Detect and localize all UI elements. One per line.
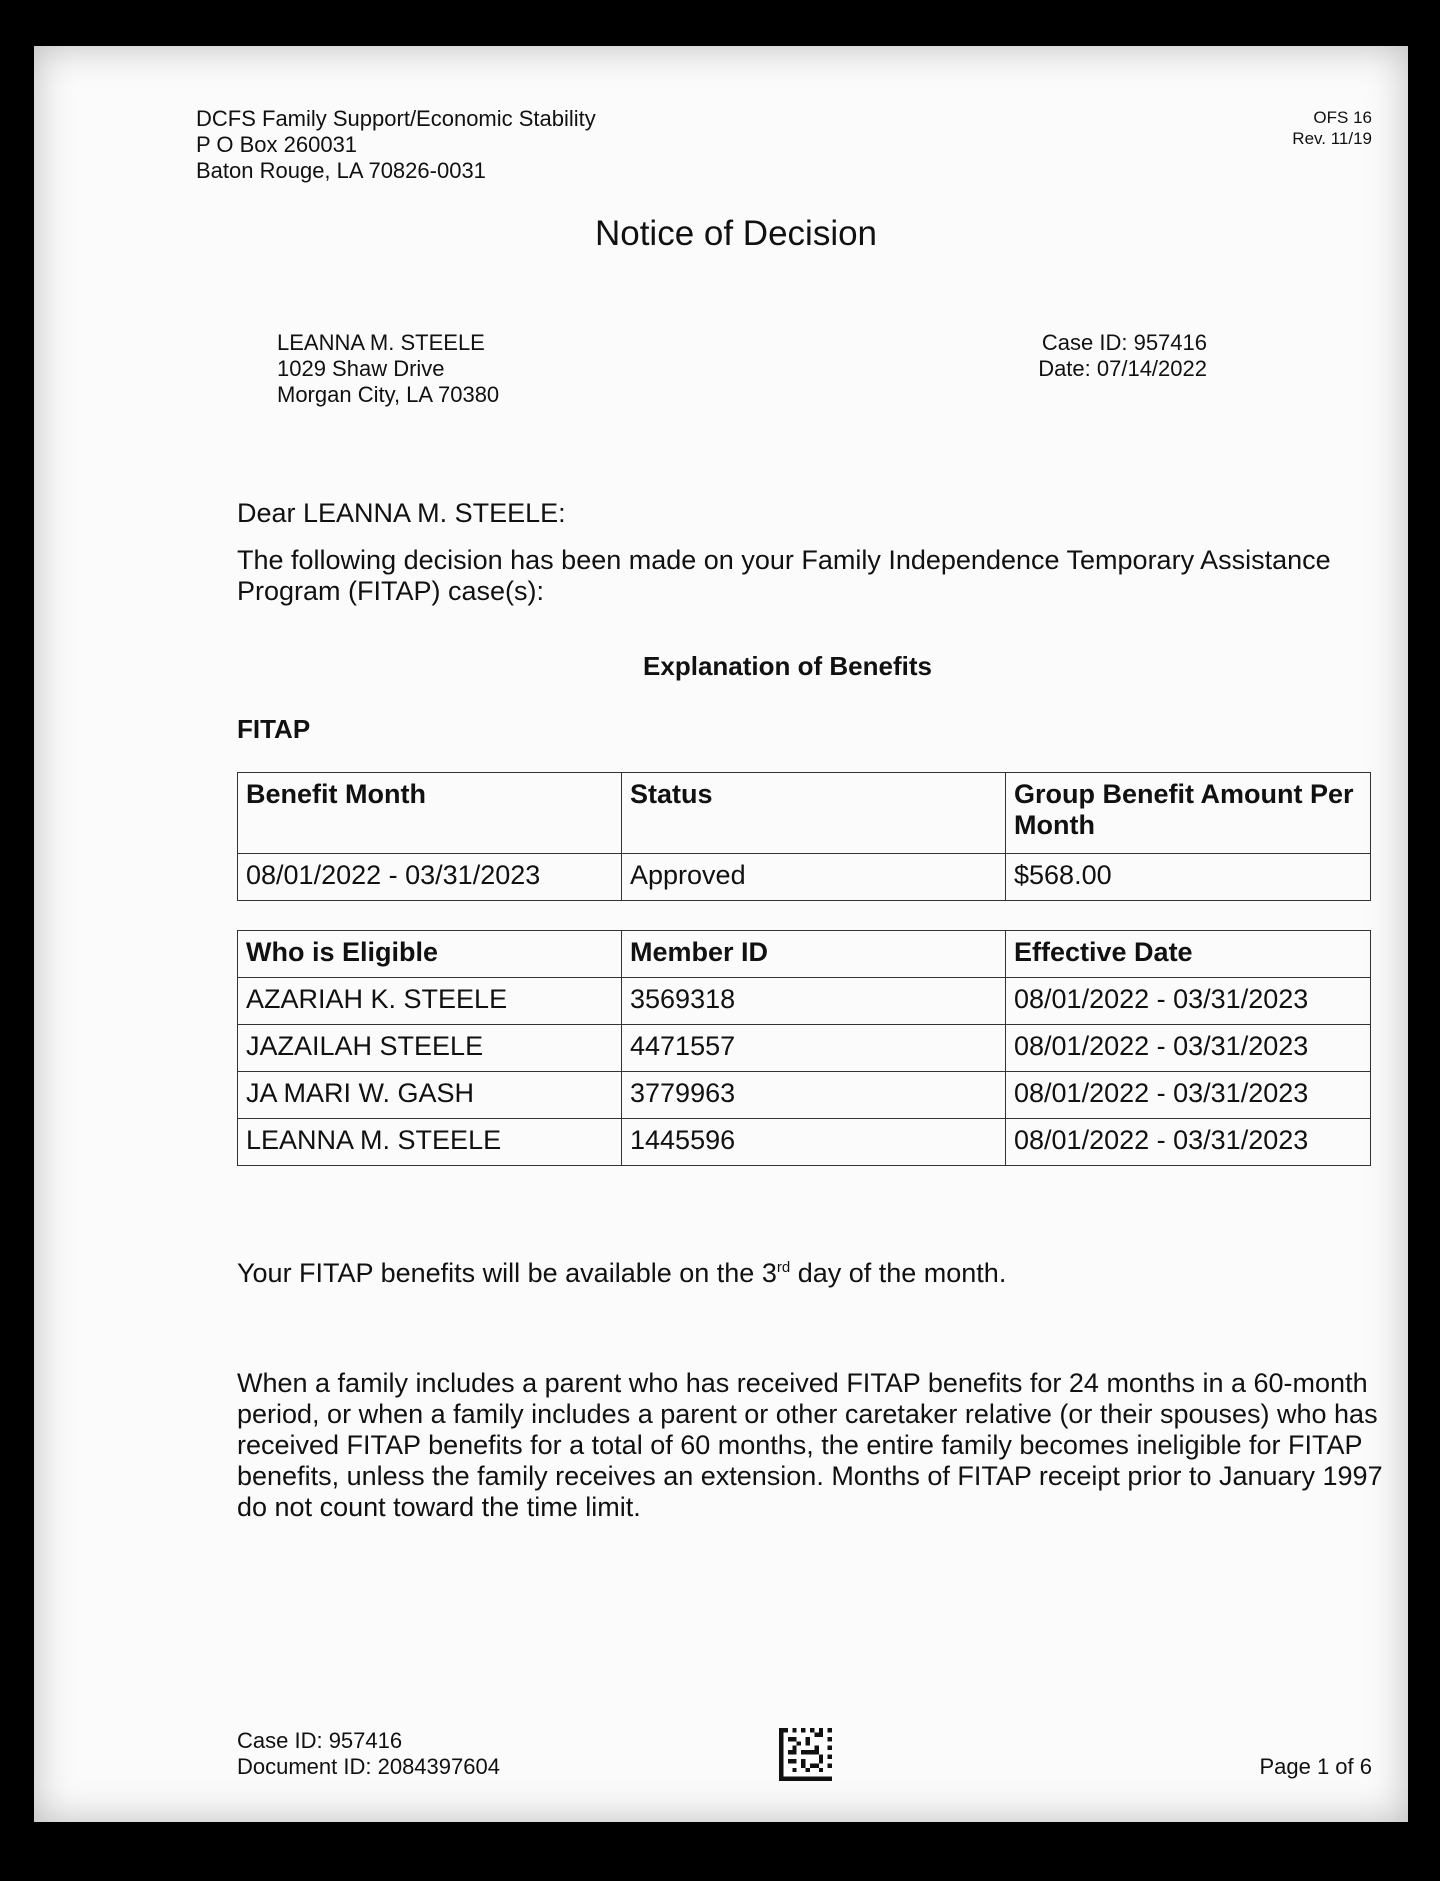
table-header-row — [238, 931, 1371, 978]
table-row — [238, 1072, 1371, 1119]
salutation: Dear LEANNA M. STEELE: — [237, 498, 566, 528]
column-header: Benefit Month — [238, 773, 622, 854]
eligibility-table — [237, 930, 1371, 1166]
column-header: Member ID — [622, 931, 1006, 978]
recipient-address-line1: 1029 Shaw Drive — [277, 356, 445, 381]
form-revision: Rev. 11/19 — [1292, 129, 1372, 148]
footer-ids — [237, 1728, 500, 1780]
ordinal-suffix: rd — [776, 1259, 791, 1276]
recipient-name: LEANNA M. STEELE — [277, 330, 485, 355]
case-id: Case ID: 957416 — [1041, 330, 1207, 355]
sender-line: Baton Rouge, LA 70826-0031 — [196, 158, 486, 183]
table-header-row — [238, 773, 1371, 854]
form-code — [1292, 107, 1372, 149]
program-label: FITAP — [237, 714, 311, 744]
member-id-cell: 1445596 — [622, 1119, 1006, 1166]
column-header: Effective Date — [1006, 931, 1371, 978]
effective-date-cell: 08/01/2022 - 03/31/2023 — [1006, 978, 1371, 1025]
form-number: OFS 16 — [1313, 108, 1372, 127]
member-id-cell: 3779963 — [622, 1072, 1006, 1119]
table-row — [238, 1025, 1371, 1072]
status-cell: Approved — [622, 854, 1006, 901]
intro-paragraph: The following decision has been made on your Family Independence Temporary Assistance Program (FITAP) case(s): — [237, 545, 1331, 606]
amount-cell: $568.00 — [1006, 854, 1371, 901]
member-name-cell: AZARIAH K. STEELE — [238, 978, 622, 1025]
section-title: Explanation of Benefits — [643, 651, 932, 681]
column-header: Status — [622, 773, 1006, 854]
member-name-cell: LEANNA M. STEELE — [238, 1119, 622, 1166]
sender-line: DCFS Family Support/Economic Stability — [196, 106, 596, 131]
effective-date-cell: 08/01/2022 - 03/31/2023 — [1006, 1119, 1371, 1166]
footer-document-id: Document ID: 2084397604 — [237, 1754, 500, 1779]
document-page — [34, 46, 1408, 1822]
sender-address — [196, 106, 596, 184]
table-row — [238, 854, 1371, 901]
benefit-table — [237, 772, 1371, 901]
effective-date-cell: 08/01/2022 - 03/31/2023 — [1006, 1025, 1371, 1072]
document-title: Notice of Decision — [594, 214, 878, 253]
effective-date-cell: 08/01/2022 - 03/31/2023 — [1006, 1072, 1371, 1119]
case-info — [1033, 330, 1207, 382]
member-id-cell: 3569318 — [622, 978, 1006, 1025]
recipient-address-line2: Morgan City, LA 70380 — [277, 382, 500, 407]
page-number: Page 1 of 6 — [1259, 1754, 1372, 1779]
availability-text-end: day of the month. — [790, 1258, 1007, 1288]
footer-case-id: Case ID: 957416 — [237, 1728, 403, 1753]
time-limit-paragraph: When a family includes a parent who has received FITAP benefits for 24 months in a 60-month period, or when a family includes a parent or other caretaker relative (or their spouses) who has received FITAP benefits for a total of 60 months, the entire family becomes ineligible for FITAP benefits, unless the family receives an extension. Months of FITAP receipt prior to January 1997 do not count toward the time limit. — [237, 1368, 1383, 1522]
table-row — [238, 1119, 1371, 1166]
notice-date: Date: 07/14/2022 — [1038, 356, 1207, 381]
column-header: Who is Eligible — [238, 931, 622, 978]
column-header: Group Benefit Amount Per Month — [1006, 773, 1371, 854]
2d-barcode-icon — [779, 1728, 832, 1781]
availability-text: Your FITAP benefits will be available on the 3 — [237, 1258, 777, 1288]
benefit-month-cell: 08/01/2022 - 03/31/2023 — [238, 854, 622, 901]
table-row — [238, 978, 1371, 1025]
sender-line: P O Box 260031 — [196, 132, 358, 157]
recipient-address — [277, 330, 499, 408]
member-name-cell: JAZAILAH STEELE — [238, 1025, 622, 1072]
member-name-cell: JA MARI W. GASH — [238, 1072, 622, 1119]
member-id-cell: 4471557 — [622, 1025, 1006, 1072]
availability-note — [237, 1258, 1006, 1289]
